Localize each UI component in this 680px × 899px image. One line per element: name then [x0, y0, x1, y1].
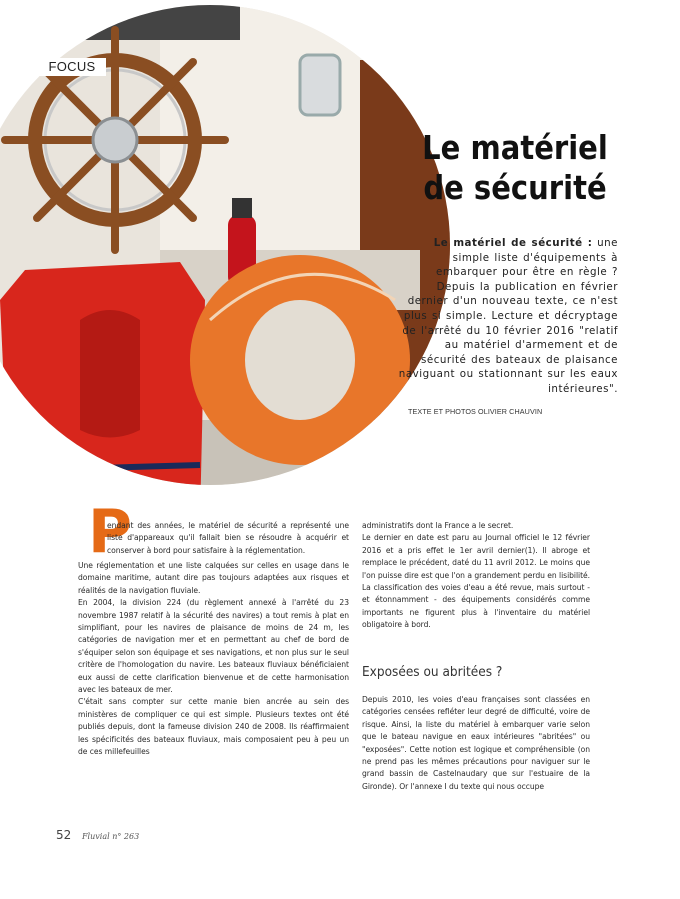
magazine-name: Fluvial n° 263 — [82, 832, 140, 841]
article-intro — [396, 236, 618, 397]
paragraph: Une réglementation et une liste calquées sur celles en usage dans le domaine maritime, autant dire pas toujours adaptées aux risques et réalités de la navigation fluviale. — [78, 561, 349, 595]
page-number: 52 — [56, 828, 72, 842]
title-line-2: de sécurité — [423, 168, 607, 207]
byline: TEXTE ET PHOTOS OLIVIER CHAUVIN — [408, 407, 543, 416]
body-column-1 — [78, 560, 349, 759]
lifebuoy-illustration — [190, 255, 410, 465]
paragraph: C'était sans compter sur cette manie bien ancrée au sein des ministères de compliquer ce qui est simple. Plusieurs textes ont été publiés depuis, dont la fameuse division 240 de 2008. Ils réaffirmaient les spécificités des bateaux fluviaux, mais composaient peu à peu un de ces millefeuilles — [78, 697, 349, 757]
paragraph: Le dernier en date est paru au Journal officiel le 12 février 2016 et a pris effet le 1er avril dernier(1). Il abroge et remplace le précédent, daté du 11 avril 2012. Le moins que l'on puisse dire est que l'on a grandement perdu en lisibilité. La classification des voies d'eau a été revue, mais surtout - et étonnamment - des équipements considérés comme importants ne figurent plus à l'inventaire du matériel obligatoire à bord. — [362, 533, 590, 630]
section-tag: FOCUS — [38, 58, 106, 76]
intro-text: une simple liste d'équipements à embarquer pour être en règle ? Depuis la publication en février dernier d'un nouveau texte, ce n'est plus si simple. Lecture et décryptage de l'arrêté du 10 février 2016 "relatif au matériel d'armement et de sécurité des bateaux de plaisance naviguant ou stationnant sur les eaux intérieures". — [398, 237, 618, 395]
drop-cap: P — [88, 497, 132, 567]
paragraph: En 2004, la division 224 (du règlement annexé à l'arrêté du 23 novembre 1987 relatif à la sécurité des navires) a tout remis à plat en simplifiant, pour les navires de plaisance de moins de 24 m, les catégories de navigation mer et en permettant au chef de bord de s'équiper selon son équipage et ses navigations, et non plus sur le seul critère de l'homologation du navire. Les bateaux fluviaux bénéficiaient eux aussi de cette clarification bienvenue et de cette harmonisation avec les bateaux de mer. — [78, 598, 349, 695]
body-column-2 — [362, 520, 590, 632]
paragraph: Depuis 2010, les voies d'eau françaises sont classées en catégories censées refléter leur degré de difficulté, voire de risque. Ainsi, la liste du matériel à embarquer varie selon que le bateau navigue en eaux intérieures "abritées" ou "exposées". Cette notion est logique et compréhensible (on ne prend pas les mêmes précautions pour naviguer sur le grand bassin de Castelnaudary que sur l'estuaire de la Gironde). Or l'annexe I du texte qui nous occupe — [362, 695, 590, 791]
body-column-3 — [362, 694, 590, 793]
life-jacket-illustration — [0, 262, 205, 520]
title-line-1: Le matériel — [422, 128, 608, 167]
paragraph: administratifs dont la France a le secret. — [362, 521, 514, 530]
article-title — [418, 128, 612, 208]
first-paragraph: endant des années, le matériel de sécurité a représenté une liste d'appareaux qu'il fallait bien se résoudre à acquérir et conserver à bord pour satisfaire à la réglementation. — [107, 521, 349, 555]
body-column-1-top — [107, 520, 349, 557]
section-subheading: Exposées ou abritées ? — [362, 664, 503, 680]
intro-lead: Le matériel de sécurité : — [433, 237, 593, 249]
